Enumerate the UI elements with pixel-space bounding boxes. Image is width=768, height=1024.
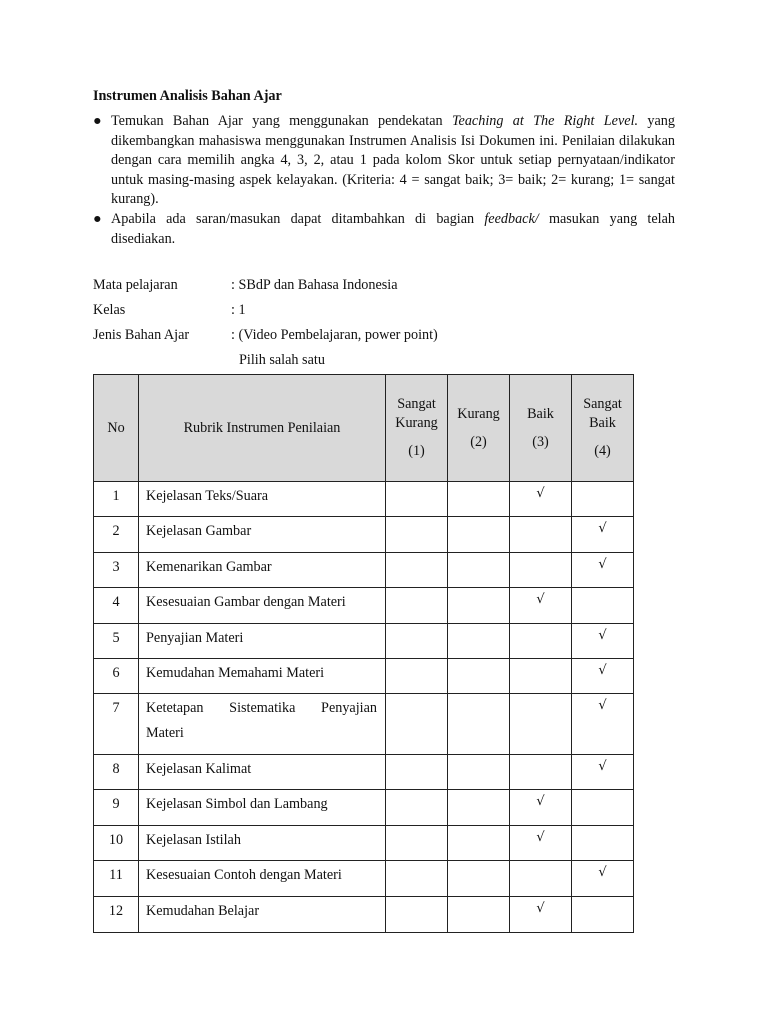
score-cell-1[interactable] bbox=[386, 553, 448, 588]
score-cell-4[interactable] bbox=[572, 861, 634, 897]
rubric-table bbox=[93, 374, 634, 933]
row-number: 6 bbox=[94, 659, 139, 694]
score-cell-1[interactable] bbox=[386, 861, 448, 897]
check-mark-icon: √ bbox=[598, 663, 607, 678]
row-number: 9 bbox=[94, 790, 139, 826]
row-number: 1 bbox=[94, 482, 139, 517]
document-page bbox=[93, 86, 675, 373]
table-row bbox=[94, 694, 634, 755]
row-number: 3 bbox=[94, 553, 139, 588]
score-cell-4[interactable] bbox=[572, 790, 634, 826]
metadata-block bbox=[93, 273, 675, 373]
check-mark-icon: √ bbox=[536, 486, 545, 501]
bullet-icon: ● bbox=[93, 113, 102, 129]
row-number: 4 bbox=[94, 588, 139, 624]
row-number: 11 bbox=[94, 861, 139, 897]
score-cell-4[interactable] bbox=[572, 694, 634, 755]
check-mark-icon: √ bbox=[598, 521, 607, 536]
rubric-item: Kemudahan Memahami Materi bbox=[139, 659, 386, 694]
header-score-1: Sangat Kurang (1) bbox=[386, 375, 448, 482]
score-cell-4[interactable] bbox=[572, 588, 634, 624]
score-cell-4[interactable] bbox=[572, 624, 634, 659]
score-cell-3[interactable] bbox=[510, 624, 572, 659]
score-cell-4[interactable] bbox=[572, 659, 634, 694]
score-cell-1[interactable] bbox=[386, 482, 448, 517]
table-row bbox=[94, 482, 634, 517]
score-cell-2[interactable] bbox=[448, 790, 510, 826]
meta-class: Kelas : 1 bbox=[93, 302, 246, 319]
rubric-item: Kejelasan Istilah bbox=[139, 826, 386, 861]
check-mark-icon: √ bbox=[536, 901, 545, 916]
rubric-item: Penyajian Materi bbox=[139, 624, 386, 659]
score-cell-3[interactable] bbox=[510, 659, 572, 694]
score-cell-3[interactable] bbox=[510, 897, 572, 933]
score-cell-2[interactable] bbox=[448, 624, 510, 659]
row-number: 7 bbox=[94, 694, 139, 755]
table-row bbox=[94, 624, 634, 659]
score-cell-2[interactable] bbox=[448, 482, 510, 517]
table-body bbox=[94, 482, 634, 933]
score-cell-3[interactable] bbox=[510, 553, 572, 588]
score-cell-2[interactable] bbox=[448, 659, 510, 694]
header-score-2: Kurang (2) bbox=[448, 375, 510, 482]
score-cell-2[interactable] bbox=[448, 826, 510, 861]
meta-material-type: Jenis Bahan Ajar : (Video Pembelajaran, power point) bbox=[93, 327, 438, 344]
table-row bbox=[94, 826, 634, 861]
score-cell-3[interactable] bbox=[510, 755, 572, 790]
score-cell-4[interactable] bbox=[572, 826, 634, 861]
row-number: 2 bbox=[94, 517, 139, 553]
table-row bbox=[94, 588, 634, 624]
score-cell-1[interactable] bbox=[386, 694, 448, 755]
score-cell-4[interactable] bbox=[572, 553, 634, 588]
rubric-item: Kesesuaian Gambar dengan Materi bbox=[139, 588, 386, 624]
score-cell-3[interactable] bbox=[510, 790, 572, 826]
table-row bbox=[94, 790, 634, 826]
header-score-3: Baik (3) bbox=[510, 375, 572, 482]
score-cell-3[interactable] bbox=[510, 482, 572, 517]
score-cell-4[interactable] bbox=[572, 482, 634, 517]
rubric-item: Kejelasan Simbol dan Lambang bbox=[139, 790, 386, 826]
score-cell-2[interactable] bbox=[448, 588, 510, 624]
table-header-row bbox=[94, 375, 634, 482]
bullet-icon: ● bbox=[93, 210, 102, 227]
check-mark-icon: √ bbox=[598, 865, 607, 880]
row-number: 5 bbox=[94, 624, 139, 659]
check-mark-icon: √ bbox=[536, 830, 545, 845]
score-cell-2[interactable] bbox=[448, 694, 510, 755]
check-mark-icon: √ bbox=[598, 557, 607, 572]
meta-subject: Mata pelajaran : SBdP dan Bahasa Indonesia bbox=[93, 277, 398, 294]
score-cell-3[interactable] bbox=[510, 826, 572, 861]
score-cell-1[interactable] bbox=[386, 826, 448, 861]
rubric-item: Kejelasan Gambar bbox=[139, 517, 386, 553]
table-row bbox=[94, 897, 634, 933]
row-number: 10 bbox=[94, 826, 139, 861]
rubric-item: Kemudahan Belajar bbox=[139, 897, 386, 933]
table-row bbox=[94, 659, 634, 694]
check-mark-icon: √ bbox=[598, 698, 607, 713]
instruction-list bbox=[93, 112, 675, 249]
table-row bbox=[94, 553, 634, 588]
rubric-item: Kejelasan Kalimat bbox=[139, 755, 386, 790]
table-row bbox=[94, 755, 634, 790]
header-score-4: Sangat Baik (4) bbox=[572, 375, 634, 482]
meta-note: Pilih salah satu bbox=[239, 352, 325, 369]
rubric-item: Kejelasan Teks/Suara bbox=[139, 482, 386, 517]
header-rubric: Rubrik Instrumen Penilaian bbox=[139, 375, 386, 482]
score-cell-1[interactable] bbox=[386, 624, 448, 659]
instruction-item: ● Apabila ada saran/masukan dapat ditambahkan di bagian feedback/ masukan yang telah disediakan. bbox=[93, 210, 675, 247]
header-no: No bbox=[94, 375, 139, 482]
score-cell-1[interactable] bbox=[386, 755, 448, 790]
score-cell-2[interactable] bbox=[448, 553, 510, 588]
table-row bbox=[94, 517, 634, 553]
document-title: Instrumen Analisis Bahan Ajar bbox=[93, 88, 282, 104]
score-cell-4[interactable] bbox=[572, 755, 634, 790]
check-mark-icon: √ bbox=[598, 628, 607, 643]
check-mark-icon: √ bbox=[536, 592, 545, 607]
score-cell-1[interactable] bbox=[386, 517, 448, 553]
instruction-item: ● Temukan Bahan Ajar yang menggunakan pendekatan Teaching at The Right Level. yang dikembangkan mahasiswa menggunakan Instrumen Analisis Isi Dokumen ini. Penilaian dilakukan dengan cara memilih angka 4, 3, 2, atau 1 pada kolom Skor untuk setiap pernyataan/indikator untuk masing-masing aspek kelayakan. (Kriteria: 4 = sangat baik; 3= baik; 2= kurang; 1= sangat kurang). bbox=[93, 113, 675, 208]
score-cell-3[interactable] bbox=[510, 861, 572, 897]
score-cell-1[interactable] bbox=[386, 897, 448, 933]
score-cell-4[interactable] bbox=[572, 897, 634, 933]
score-cell-2[interactable] bbox=[448, 517, 510, 553]
score-cell-1[interactable] bbox=[386, 659, 448, 694]
score-cell-3[interactable] bbox=[510, 588, 572, 624]
rubric-item: Kesesuaian Contoh dengan Materi bbox=[139, 861, 386, 897]
table-row bbox=[94, 861, 634, 897]
score-cell-2[interactable] bbox=[448, 755, 510, 790]
row-number: 8 bbox=[94, 755, 139, 790]
rubric-item: Ketetapan Sistematika Penyajian Materi bbox=[139, 694, 386, 755]
score-cell-2[interactable] bbox=[448, 897, 510, 933]
check-mark-icon: √ bbox=[536, 794, 545, 809]
score-cell-2[interactable] bbox=[448, 861, 510, 897]
rubric-item: Kemenarikan Gambar bbox=[139, 553, 386, 588]
check-mark-icon: √ bbox=[598, 759, 607, 774]
score-cell-1[interactable] bbox=[386, 790, 448, 826]
score-cell-4[interactable] bbox=[572, 517, 634, 553]
row-number: 12 bbox=[94, 897, 139, 933]
score-cell-3[interactable] bbox=[510, 517, 572, 553]
score-cell-3[interactable] bbox=[510, 694, 572, 755]
score-cell-1[interactable] bbox=[386, 588, 448, 624]
